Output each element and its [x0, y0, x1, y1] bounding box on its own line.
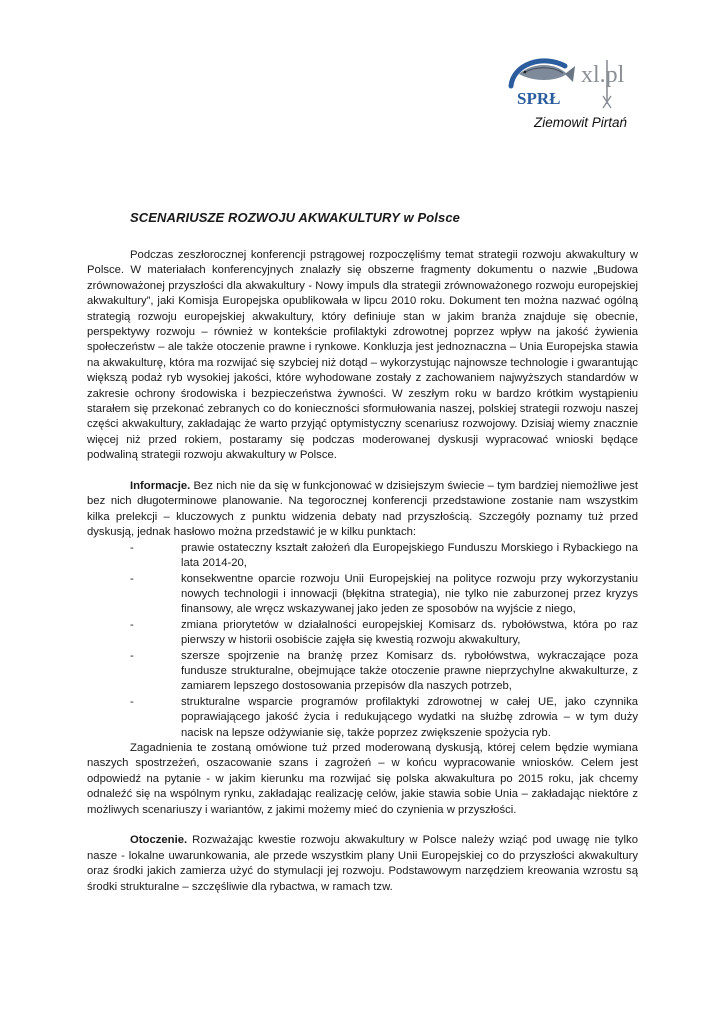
bullet-dash: -: [130, 695, 134, 708]
list-item: [87, 695, 638, 741]
informacje-text: Bez nich nie da się w funkcjonować w dzisiejszym świecie – tym bardziej niemożliwe jest bez nich długoterminowe planowanie. Na tegorocznej konferencji przedstawione zostanie nam wszystkim kilka prelekcji – kluczowych z punktu widzenia debaty nad przyszłością. Szczegóły poznamy tuż przed dyskusją, jednak hasłowo można przedstawić je w kilku punktach:: [87, 480, 639, 539]
otoczenie-text: Rozważając kwestie rozwoju akwakultury w Polsce należy wziąć pod uwagę nie tylko nasze - lokalne uwarunkowania, ale przede wszystkim plany Unii Europejskiej co do przyszłości akwakultury oraz środki jakich zamierza użyć do stymulacji jej rozwoju. Podstawowym narzędziem kreowania wzrostu są środki strukturalne – szczęśliwie dla rybactwa, w ramach tzw.: [87, 834, 638, 893]
list-item: [87, 541, 638, 572]
list-item-text: zmiana priorytetów w działalności europejskiej Komisarz ds. rybołówstwa, która po raz pierwszy w historii osobiście zajęła się kwestią rozwoju akwakultury,: [181, 618, 638, 647]
list-item-text: konsekwentne oparcie rozwoju Unii Europejskiej na polityce rozwoju przy wykorzystaniu nowych technologii i innowacji (błękitna strategia), nie tylko nie zaburzonej przez kryzys finansowy, ale wręcz wskazywanej jako jeden ze sposobów na wyjście z niego,: [181, 572, 638, 616]
list-item: [87, 649, 638, 695]
author-name: Ziemowit Pirtań: [533, 115, 627, 130]
list-item-text: szersze spojrzenie na branżę przez Komisarz ds. rybołówstwa, wykraczające poza fundusze strukturalne, obejmujące także otoczenie prawne nieprzychylne akwakulturze, z zamiarem lepszego dostosowania przepisów dla naszych potrzeb,: [181, 649, 638, 693]
otoczenie-paragraph: [87, 833, 638, 895]
list-item-text: strukturalne wsparcie programów profilaktyki zdrowotnej w całej UE, jako czynnika poprawiającego jakość życia i redukującego wydatki na służbę zdrowia – w tym duży nacisk na lepsze odżywianie się, także poprzez zwiększenie spożycia ryb.: [181, 695, 638, 739]
bullet-dash: -: [130, 541, 134, 554]
spr-logo-icon: [503, 52, 643, 116]
bullet-dash: -: [130, 572, 134, 585]
bullet-dash: -: [130, 618, 134, 631]
list-item: [87, 618, 638, 649]
otoczenie-label: Otoczenie.: [130, 834, 188, 847]
document-body: [87, 248, 638, 895]
logo: [503, 52, 643, 116]
logo-text: SPRŁ: [517, 89, 561, 108]
bullet-list: [87, 541, 638, 741]
informacje-label: Informacje.: [130, 480, 191, 493]
document-title: SCENARIUSZE ROZWOJU AKWAKULTURY w Polsce: [130, 210, 460, 225]
list-item: [87, 572, 638, 618]
intro-paragraph: Podczas zeszłorocznej konferencji pstrągowej rozpoczęliśmy temat strategii rozwoju akwakultury w Polsce. W materiałach konferencyjnych znalazły się obszerne fragmenty dokumentu o nazwie „Budowa zrównoważonej przyszłości dla akwakultury - Nowy impuls dla strategii zrównoważonego rozwoju europejskiej akwakultury”, jaki Komisja Europejska opublikowała w lipcu 2010 roku. Dokument ten można nazwać ogólną strategią rozwoju europejskiej akwakultury, który definiuje stan w jakim branża znajduje się obecnie, perspektywy rozwoju – również w kontekście profilaktyki zdrowotnej poprzez wpływ na jakość żywienia społeczeństw – ale także otoczenie prawne i rynkowe. Konkluzja jest jednoznaczna – Unia Europejska stawia na akwakulturę, która ma rozwijać się szybciej niż dotąd – wykorzystując najnowsze technologie i gwarantując większą podaż ryb wysokiej jakości, które wyhodowane zostały z zachowaniem najwyższych standardów w zakresie ochrony środowiska i bezpieczeństwa żywności. W zeszłym roku w bardzo krótkim wystąpieniu starałem się przekonać zebranych co do konieczności sformułowania naszej, polskiej strategii rozwoju naszej części akwakultury, zakładając że warto przyjąć optymistyczny scenariusz rozwojowy. Dzisiaj wiemy znacznie więcej niż przed rokiem, postaramy się podczas moderowanej dyskusji wypracować wnioski będące podwaliną strategii rozwoju akwakultury w Polsce.: [87, 249, 638, 462]
summary-paragraph: Zagadnienia te zostaną omówione tuż przed moderowaną dyskusją, której celem będzie wymiana naszych spostrzeżeń, oszacowanie szans i zagrożeń – w końcu wypracowanie wniosków. Celem jest odpowiedź na pytanie - w jakim kierunku ma rozwijać się polska akwakultura po 2015 roku, jak chcemy odnaleźć się na wspólnym rynku, zakładając realizację celów, jakie stawia sobie Unia – zakładając niektóre z możliwych scenariuszy i wariantów, z jakimi możemy mieć do czynienia w przyszłości.: [87, 741, 638, 816]
list-item-text: prawie ostateczny kształt założeń dla Europejskiego Funduszu Morskiego i Rybackiego na lata 2014-20,: [181, 541, 638, 570]
logo-partner-text: xl.pl: [581, 62, 625, 88]
informacje-paragraph: [87, 479, 638, 541]
bullet-dash: -: [130, 649, 134, 662]
